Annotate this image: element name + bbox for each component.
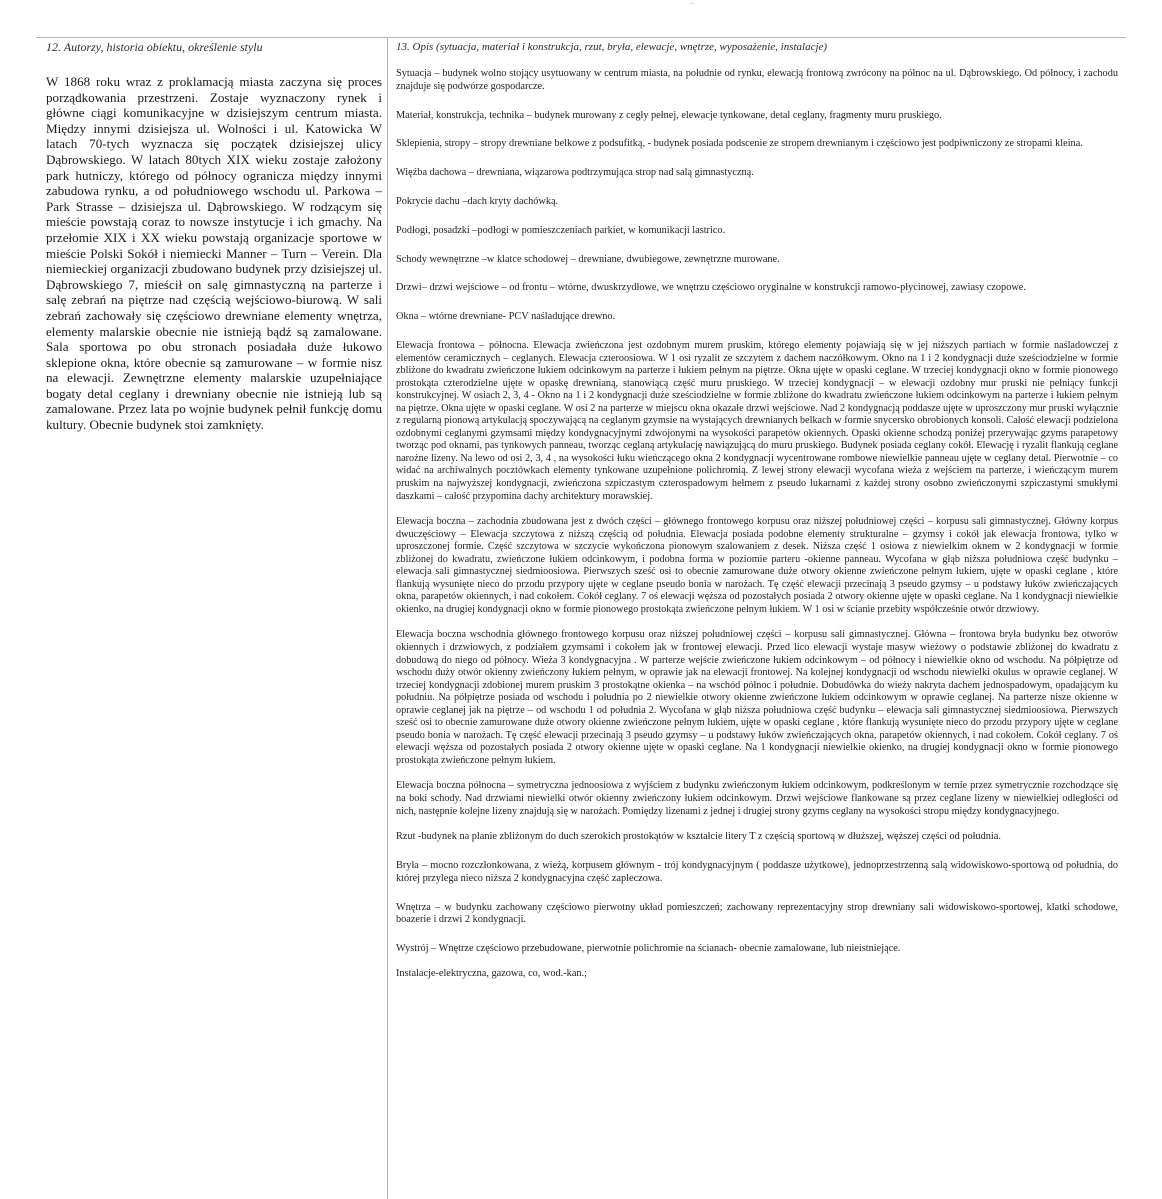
paragraph-east-elevation: Elewacja boczna wschodnia głównego frontowego korpusu oraz niższej południowej części – korpusu sali gimnastycznej. Główna – frontowa bryła budynku bez otworów okiennych i drzwiowych, z podziałem gzymsami i cokołem jak w frontowej elewacji. Przed lico elewacji wystaje masyw wieżowy o podstawie zbliżonej do kwadratu z dobudową do niego od północy. Wieża 3 kondygnacyjna . W parterze wejście zwieńczone łukiem odcinkowym – od północy i niewielkie okno od wschodu. Na półpiętrze od wschodu duży otwór okienny zwieńczony łukiem pełnym, w oprawie jak na elewacji frontowej. Na kolejnej kondygnacji od wschodu niewielki okulus w oprawie ceglanej. W trzeciej kondygnacji zdobionej murem pruskim 3 prostokątne okienka – na wschód północ i południe. Dobudówka do wieży nakryta dachem jednospadowym, opadającym ku południu. Na półpiętrze posiada od wschodu i południa po 2 niewielkie otwory okienne zwieńczone łukiem odcinkowym w oprawie ceglanej. Na parterze nisze okienne w oprawie ceglanej jak na piętrze – od wschodu 1 od południa 2. Wycofana w głąb niższa południowa część budynku – elewacja sali gimnastycznej siedmioosiowa. Pierwszych sześć osi to obecnie zamurowane duże otwory okienne zwieńczone pełnym łukiem, ujęte w opaski ceglane , które flankują wysunięte nieco do przodu przypory ujęte w ceglane pseudo bonia w narożach. Tę część elewacji przecinają 3 pseudo gzymsy – u podstawy łuków zwieńczających okna, parapetów okiennych, i nad cokołem. Cokół ceglany. 7 oś elewacji węższa od pozostałych posiada 2 otwory okienne ujęte w opaski ceglane. Na 1 kondygnacji niewielkie okienko, na drugiej kondygnacji okno w formie pionowego prostokąta zwieńczone pełnym łukiem.: [396, 629, 1118, 766]
paragraph-installations: Instalacje-elektryczna, gazowa, co, wod.-kan.;: [396, 967, 587, 979]
paragraph-interiors: Wnętrza – w budynku zachowany częściowo pierwotny układ pomieszczeń; zachowany reprezentacyjny strop drewniany sali widowiskowo-sportowej, klatki schodowe, boazerie i drzwi 2 kondygnacji.: [396, 901, 1118, 926]
paragraph-material: Materiał, konstrukcja, technika – budynek murowany z cegły pełnej, elewacje tynkowane, detal ceglany, fragmenty muru pruskiego.: [396, 109, 942, 121]
column-divider: [387, 37, 388, 1199]
paragraph-truss: Więźba dachowa – drewniana, wiązarowa podtrzymująca strop nad salą gimnastyczną.: [396, 167, 754, 179]
history-text: W 1868 roku wraz z proklamacją miasta zaczyna się proces porządkowania przestrzeni. Zostaje wyznaczony rynek i główne ciągi komunikacyjne w dzisiejszym centrum miasta. Między innymi dzisiejsza ul. Wolności i ul. Katowicka W latach 70-tych wyznacza się początek dzisiejszej ulicy Dąbrowskiego. W latach 80tych XIX wieku zostaje założony park hutniczy, którego od północy ogranicza między innymi zabudowa rynku, a od południowego wschodu ul. Parkowa – Park Strasse – dzisiejsza ul. Dąbrowskiego. W rodzącym się mieście powstają coraz to nowsze instytucje i ich gmachy. Na przełomie XIX i XX wieku powstają organizacje sportowe w mieście Polski Sokół i niemiecki Manner – Turn – Verein. Dla niemieckiej organizacji zbudowano budynek przy dzisiejszej ul. Dąbrowskiego 7, mieścił on salę gimnastyczną na parterze i salę zebrań na piętrze nad częścią wejściowo-biurową. W sali zebrań zachowały się częściowo drewniane elementy wnętrza, elementy malarskie obecnie nie istnieją bądź są zamalowane. Sala sportowa po obu stronach posiadała duże łukowo sklepione okna, które obecnie są zamurowane – w formie nisz na elewacji. Zewnętrzne elementy malarskie uzupełniające bogaty detal ceglany i drewniany obecnie nie istnieją lub są zamalowane. Przez lata po wojnie budynek pełnił funkcję domu kultury. Obecnie budynek stoi zamknięty.: [46, 74, 382, 433]
top-rule: [36, 37, 1126, 38]
history-heading: 12. Autorzy, historia obiektu, określenie stylu: [46, 40, 263, 54]
description-heading: 13. Opis (sytuacja, materiał i konstrukcja, rzut, bryła, elewacje, wnętrze, wyposażenie, instalacje): [396, 41, 828, 53]
paragraph-floors: Podłogi, posadzki –podłogi w pomieszczeniach parkiet, w komunikacji lastrico.: [396, 224, 726, 236]
paragraph-roofing: Pokrycie dachu –dach kryty dachówką.: [396, 195, 559, 207]
paragraph-vaults: Sklepienia, stropy – stropy drewniane belkowe z podsufitką, - budynek posiada podscenie ze stropem drewnianym i częściowo jest podpiwniczony ze stropami kleina.: [396, 138, 1083, 150]
scan-mark: ~: [690, 0, 694, 8]
paragraph-windows: Okna – wtórne drewniane- PCV naśladujące drewno.: [396, 311, 616, 323]
paragraph-front-elevation: Elewacja frontowa – północna. Elewacja zwieńczona jest ozdobnym murem pruskim, którego elementy pojawiają się w jej niższych partiach w formie naśladowczej z elementów ceramicznych – ceglanych. Elewacja czteroosiowa. W 1 osi ryzalit ze szczytem z dachem naczółkowym. Okno na 1 i 2 kondygnacji duże sześciodzielne w formie zbliżone do kwadratu zwieńczone łukiem odcinkowym na parterze i łukiem pełnym na piętrze. Okna ujęte w opaski ceglane. W trzeciej kondygnacji okno w formie pionowego prostokąta czterodzielne ujęte w opaskę drewnianą, stanowiącą część muru pruskiego. W trzeciej kondygnacji – w elewacji ozdobny mur pruski nie pełniący funkcji konstrukcyjnej. W osiach 2, 3, 4 - Okno na 1 i 2 kondygnacji duże sześciodzielne w formie zbliżone do kwadratu zwieńczone łukiem odcinkowym na parterze i łukiem pełnym na piętrze. Okna ujęte w opaski ceglane. W osi 2 na parterze w miejscu okna okazałe drzwi wejściowe. Nad 2 kondygnacją poddasze ujęte w uproszczony mur pruski wyłącznie z regularną pionową artykulacją spoczywającą na ceglanym gzymsie na wystających drewnianych belkach w formie snycersko obrobionych konsoli. Całość elewacji podzielona ozdobnymi ceglanymi gzymsami między kondygnacyjnymi zdwojonymi na wysokości parapetów okiennych. Opaski okienne schodzą poniżej przerywając gzyms parapetowy tworząc pod oknami, pas tynkowych panneau, tworząc ceglaną artykulację nawiązującą do muru pruskiego. Budynek posiada ceglany cokół. Elewację i ryzalit flankują ceglane narożne lizeny. Na lewo od osi 2, 3, 4 , na wysokości łuku wieńczącego okna 2 kondygnacji wycentrowane rombowe niewielkie panneau ujęte w ceglany detal. Pierwotnie – co widać na archiwalnych pocztówkach elementy tynkowane uzupełnione polichromią. Z lewej strony elewacji wycofana wieża z wejściem na parterze, i wieńczącym murem pruskim na najwyższej kondygnacji, zwieńczona szpiczastym czterospadowym hełmem z pseudo lukarnami z każdej strony osobno zwieńczonymi szpiczastymi smukłymi daszkami – całość przypomina dachy architektury morawskiej.: [396, 339, 1118, 502]
paragraph-doors: Drzwi– drzwi wejściowe – od frontu – wtórne, dwuskrzydłowe, we wnętrzu częściowo oryginalne w konstrukcji ramowo-płycinowej, zawiasy czopowe.: [396, 282, 1026, 294]
paragraph-massing: Bryła – mocno rozczłonkowana, z wieżą, korpusem głównym - trój kondygnacyjnym ( poddasze użytkowe), jednoprzestrzenną salą widowiskowo-sportową od południa, do której przylega nieco niższa 2 kondygnacyjna część zapleczowa.: [396, 859, 1118, 884]
paragraph-decor: Wystrój – Wnętrze częściowo przebudowane, pierwotnie polichromie na ścianach- obecnie zamalowane, lub nieistniejące.: [396, 943, 901, 955]
paragraph-situation: Sytuacja – budynek wolno stojący usytuowany w centrum miasta, na południe od rynku, elewacją frontową zwrócony na północ na ul. Dąbrowskiego. Od północy, i zachodu znajduje się podwórze gospodarcze.: [396, 68, 1118, 92]
paragraph-west-elevation: Elewacja boczna – zachodnia zbudowana jest z dwóch części – głównego frontowego korpusu oraz niższej południowej części – korpusu sali gimnastycznej. Główny korpus dwuczęściowy – Elewacja szczytowa z niższą częścią od południa. Elewacja posiada podobne elementy strukturalne – gzymsy i cokół jak elewacja frontowa, tylko w uproszczonej formie. Część szczytowa w szczycie wykończona pionowym szalowaniem z desek. Niższa część 1 osiowa z niewielkim oknem w 2 kondygnacji w formie zbliżonej do kwadratu, zwieńczone łukiem odcinkowym, i podobna forma w poziomie parteru -okienne panneau. Wycofana w głąb niższa południowa część budynku – elewacja sali gimnastycznej siedmioosiowa. Pierwszych sześć osi to obecnie zamurowane duże otwory okienne zwieńczone pełnym łukiem, ujęte w opaski ceglane , które flankują wysunięte nieco do przodu przypory ujęte w ceglane pseudo bonia w narożach. Tę część elewacji przecinają 3 pseudo gzymsy – u podstawy łuków zwieńczających okna, parapetów okiennych, i nad cokołem. Cokół ceglany. 7 oś elewacji węższa od pozostałych posiada 2 otwory okienne ujęte w opaski ceglane. Na 1 kondygnacji niewielkie okienko, na drugiej kondygnacji okno w formie pionowego prostokąta zwieńczone pełnym łukiem. W 1 osi w ścianie przebity współcześnie otwór drzwiowy.: [396, 516, 1118, 615]
paragraph-north-elevation: Elewacja boczna północna – symetryczna jednoosiowa z wyjściem z budynku zwieńczonym łukiem odcinkowym, podkreślonym w ternie przez symetrycznie rozchodzące się na boki schody. Nad drzwiami niewielki otwór okienny zwieńczony łukiem odcinkowym. Drzwi wejściowe flankowane są przez ceglane lizeny w niewielkiej odległości od nich, następnie kolejne lizeny znajdują się w narożach. Pomiędzy lizenami z jednej i drugiej strony gzyms ceglany na wysokości stropu między kondygnacyjnego.: [396, 780, 1118, 817]
history-section: [46, 40, 382, 433]
paragraph-stairs: Schody wewnętrzne –w klatce schodowej – drewniane, dwubiegowe, zewnętrzne murowane.: [396, 253, 780, 265]
description-paragraphs: [396, 68, 1118, 981]
paragraph-plan: Rzut -budynek na planie zbliżonym do duch szerokich prostokątów w kształcie litery T z częścią sportową w dłuższej, węższej części od południa.: [396, 831, 1001, 843]
description-section: [396, 40, 1118, 993]
